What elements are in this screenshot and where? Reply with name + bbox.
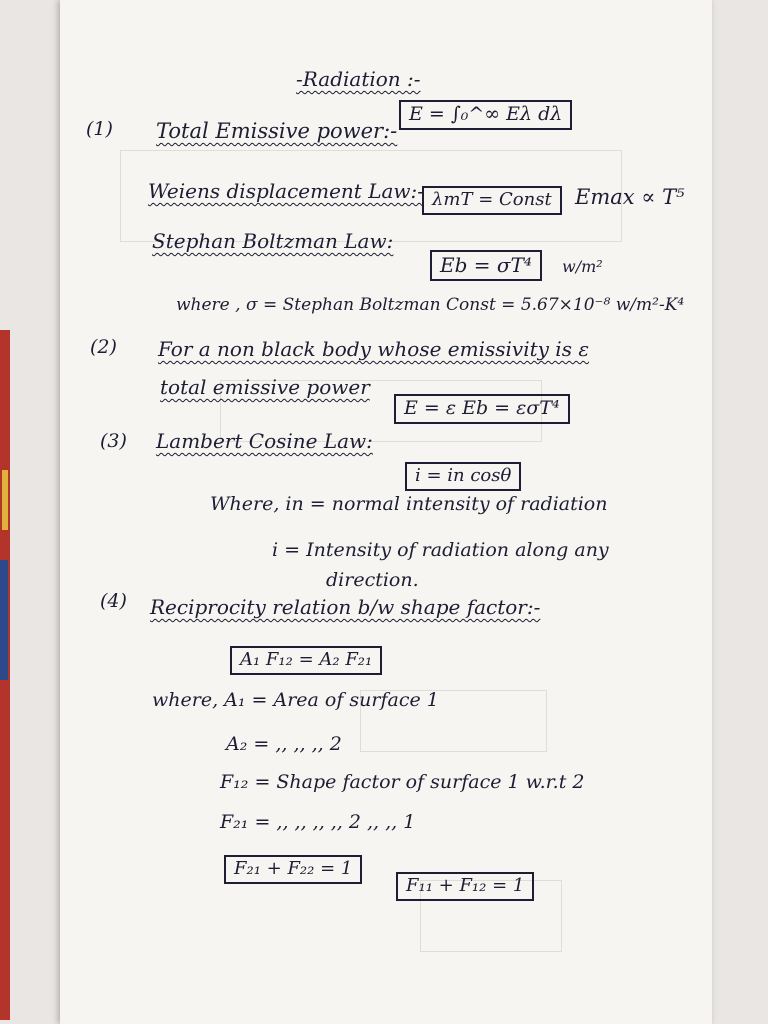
lambert-where-intensity: i = Intensity of radiation along any — [272, 539, 609, 561]
summation-equation-f21-f22: F₂₁ + F₂₂ = 1 — [224, 855, 362, 884]
lambert-cosine-law-label: Lambert Cosine Law: — [156, 429, 373, 453]
lambert-where-direction: direction. — [326, 569, 419, 591]
total-emissive-power-line: total emissive power — [160, 375, 370, 399]
wiens-law-note: Emax ∝ T⁵ — [575, 185, 685, 209]
section-3-number: (3) — [100, 430, 127, 452]
wiens-law-label: Weiens displacement Law:- — [148, 179, 425, 203]
summation-equation-f11-f12: F₁₁ + F₁₂ = 1 — [396, 872, 534, 901]
non-black-body-line: For a non black body whose emissivity is ε — [158, 337, 590, 361]
background-blue-edge — [0, 560, 8, 680]
reciprocity-relation-label: Reciprocity relation b/w shape factor:- — [150, 595, 541, 619]
stephan-boltzman-constant-note: where , σ = Stephan Boltzman Const = 5.67×10⁻⁸ w/m²-K⁴ — [176, 295, 685, 315]
stephan-boltzman-unit: w/m² — [562, 257, 603, 276]
background-yellow-edge — [2, 470, 8, 530]
stephan-boltzman-label: Stephan Boltzman Law: — [152, 229, 394, 253]
total-emissive-power-label: Total Emissive power:- — [156, 119, 398, 143]
reciprocity-where-a1: where, A₁ = Area of surface 1 — [152, 689, 439, 711]
stephan-boltzman-equation: Eb = σT⁴ — [430, 250, 542, 281]
wiens-law-equation: λmT = Const — [422, 186, 562, 215]
reciprocity-where-f21: F₂₁ = ,, ,, ,, ,, 2 ,, ,, 1 — [220, 811, 416, 833]
non-black-body-equation: E = ε Eb = εσT⁴ — [394, 394, 570, 424]
reciprocity-where-a2: A₂ = ,, ,, ,, 2 — [226, 733, 342, 755]
page-title: -Radiation :- — [296, 67, 421, 91]
reciprocity-equation: A₁ F₁₂ = A₂ F₂₁ — [230, 646, 382, 675]
reciprocity-where-f12: F₁₂ = Shape factor of surface 1 w.r.t 2 — [220, 771, 585, 793]
section-1-number: (1) — [86, 118, 113, 140]
section-4-number: (4) — [100, 590, 127, 612]
lambert-where-normal-intensity: Where, in = normal intensity of radiation — [210, 493, 608, 515]
lambert-cosine-equation: i = in cosθ — [405, 462, 521, 491]
section-2-number: (2) — [90, 336, 117, 358]
notebook-page — [60, 0, 712, 1024]
total-emissive-power-equation: E = ∫₀^∞ Eλ dλ — [399, 100, 572, 130]
